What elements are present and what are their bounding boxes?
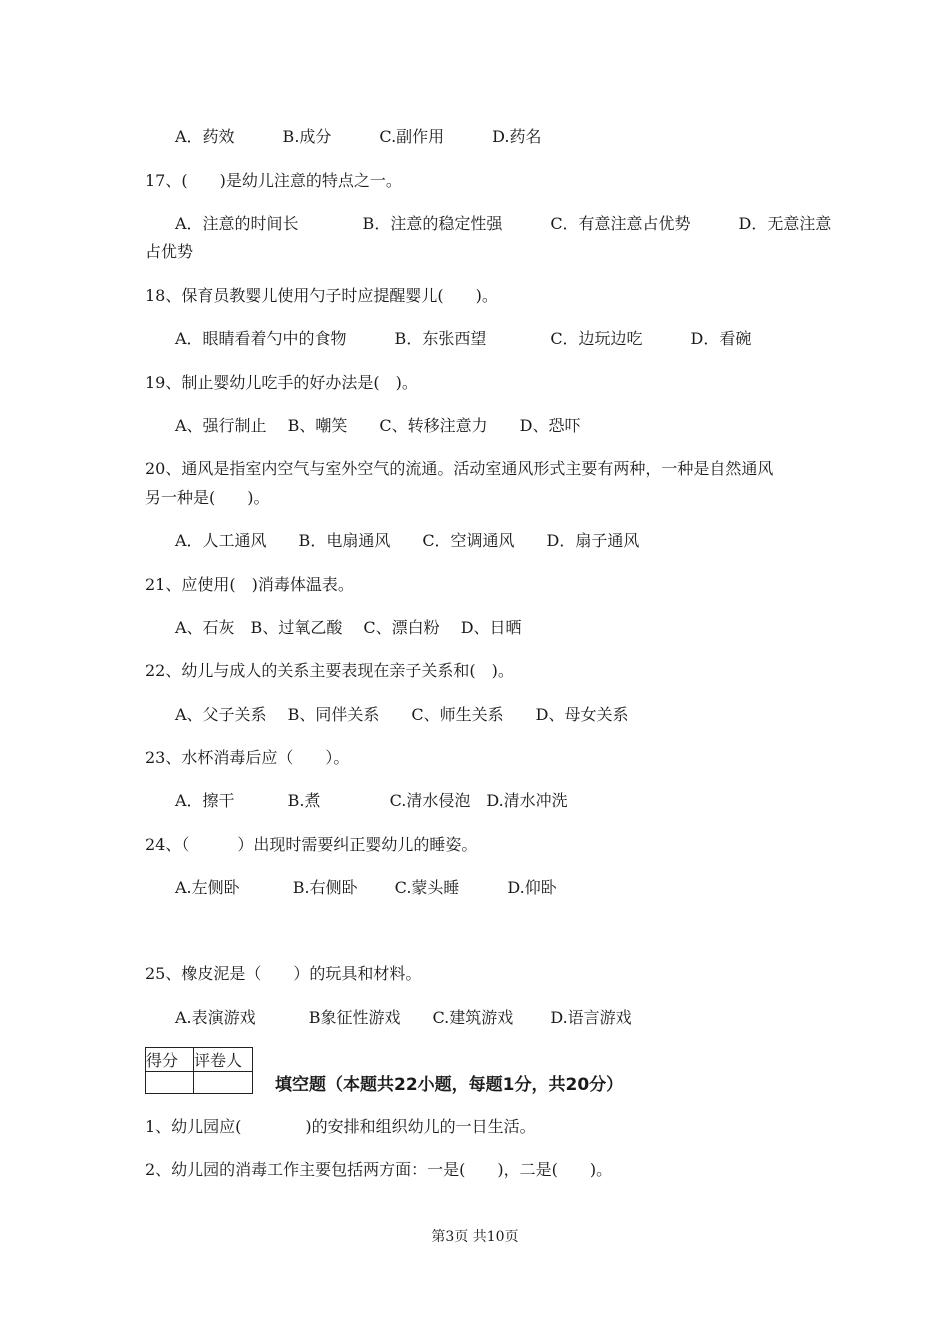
q23-question: 23、水杯消毒后应（ ）。 (145, 748, 350, 767)
q17-question: 17、( )是幼儿注意的特点之一。 (145, 171, 402, 190)
page-footer: 第3页 共10页 (431, 1229, 519, 1245)
score-box (145, 1047, 253, 1094)
section-title: 填空题（本题共22小题，每题1分，共20分） (275, 1075, 624, 1095)
q16-options: A．药效 B.成分 C.副作用 D.药名 (175, 127, 542, 146)
q24-question: 24、（ ）出现时需要纠正婴幼儿的睡姿。 (145, 835, 478, 854)
q23-options: A．擦干 B.煮 C.清水侵泡 D.清水冲洗 (175, 791, 568, 810)
score-cell (146, 1072, 194, 1094)
q19-options: A、强行制止 B、嘲笑 C、转移注意力 D、恐吓 (175, 416, 581, 435)
fill-q2: 2、幼儿园的消毒工作主要包括两方面：一是( )，二是( )。 (145, 1160, 613, 1179)
q17-options-continued: 占优势 (145, 242, 194, 261)
q21-question: 21、应使用( )消毒体温表。 (145, 575, 354, 594)
q20-question: 20、通风是指室内空气与室外空气的流通。活动室通风形式主要有两种，一种是自然通风 (145, 459, 774, 478)
q18-options: A．眼睛看着勺中的食物 B．东张西望 C．边玩边吃 D．看碗 (175, 329, 752, 348)
q24-options: A.左侧卧 B.右侧卧 C.蒙头睡 D.仰卧 (175, 878, 557, 897)
grader-header: 评卷人 (194, 1048, 253, 1072)
q20-options: A．人工通风 B．电扇通风 C．空调通风 D．扇子通风 (175, 531, 640, 550)
q19-question: 19、制止婴幼儿吃手的好办法是( )。 (145, 373, 418, 392)
q21-options: A、石灰 B、过氧乙酸 C、漂白粉 D、日晒 (175, 618, 522, 637)
q25-question: 25、橡皮泥是（ ）的玩具和材料。 (145, 964, 422, 983)
q22-options: A、父子关系 B、同伴关系 C、师生关系 D、母女关系 (175, 705, 629, 724)
grader-cell (194, 1072, 253, 1094)
q20-question-continued: 另一种是( )。 (145, 488, 270, 507)
q22-question: 22、幼儿与成人的关系主要表现在亲子关系和( )。 (145, 661, 514, 680)
score-header: 得分 (146, 1048, 194, 1072)
q25-options: A.表演游戏 B象征性游戏 C.建筑游戏 D.语言游戏 (175, 1008, 632, 1027)
q17-options: A．注意的时间长 B．注意的稳定性强 C．有意注意占优势 D．无意注意 (175, 214, 832, 233)
q18-question: 18、保育员教婴儿使用勺子时应提醒婴儿( )。 (145, 286, 498, 305)
fill-q1: 1、幼儿园应( )的安排和组织幼儿的一日生活。 (145, 1117, 536, 1136)
